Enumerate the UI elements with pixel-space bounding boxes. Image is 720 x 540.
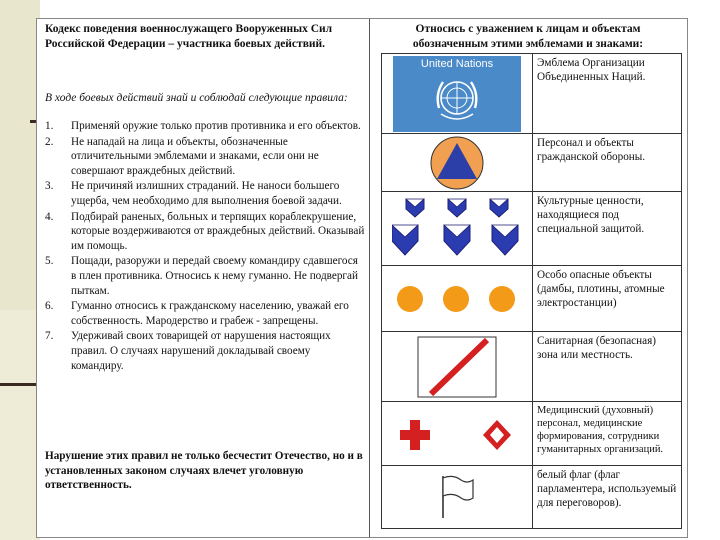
dangerous-forces-emblem-cell <box>382 266 532 331</box>
medical-emblem-cell <box>382 402 532 465</box>
rule-number: 4. <box>45 210 54 223</box>
emblems-column <box>370 19 687 537</box>
emblem-description: белый флаг (флаг парламентера, используемый для переговоров). <box>532 466 681 528</box>
document-sheet <box>36 18 688 538</box>
emblem-row-un <box>382 54 681 134</box>
white-flag-icon <box>437 474 477 520</box>
code-title: Кодекс поведения военнослужащего Вооруженных Сил Российской Федерации – участника боевых действий. <box>45 23 333 50</box>
three-orange-circles-icon <box>392 284 522 314</box>
white-flag-emblem-cell <box>382 466 532 528</box>
civil-defense-triangle-icon <box>425 135 489 191</box>
rules-list <box>45 119 365 374</box>
un-flag-icon <box>393 56 521 132</box>
rule-number: 1. <box>45 120 54 132</box>
rule-number: 5. <box>45 255 54 268</box>
emblem-description: Медицинский (духовный) персонал, медицинские формирования, сотрудники гуманитарных организаций. <box>532 402 681 465</box>
un-emblem-cell <box>382 54 532 133</box>
rule-text: Подбирай раненых, больных и терпящих кораблекрушение, которые воздерживаются от враждебных действий. Оказывай им помощь. <box>71 210 365 252</box>
emblem-row-civil-defense <box>382 134 681 192</box>
rule-text: Гуманно относись к гражданскому населению, уважай его собственность. Мародерство и грабеж - запрещены. <box>71 300 349 327</box>
rule-text: Удерживай своих товарищей от нарушения настоящих правил. О случаях нарушений докладывай своему командиру. <box>71 330 331 372</box>
rule-item <box>45 119 365 134</box>
rule-text: Не нападай на лица и объекты, обозначенные отличительными эмблемами и знаками, если они не совершают враждебных действий. <box>71 135 319 177</box>
red-cross-crescent-crystal-icon <box>397 414 517 454</box>
decorative-side-band-lower <box>0 310 40 540</box>
rule-number: 7. <box>45 330 54 343</box>
emblem-row-cultural <box>382 192 681 266</box>
emblem-row-medical <box>382 402 681 466</box>
code-conclusion: Нарушение этих правил не только бесчестит Отечество, но и в установленных законом случаях влечет уголовную ответственность. <box>45 450 363 492</box>
emblems-table <box>381 53 682 529</box>
rule-item <box>45 329 365 373</box>
emblems-header: Относись с уважением к лицам и объектам обозначенным этими эмблемами и знаками: <box>412 23 644 50</box>
code-subtitle: В ходе боевых действий знай и соблюдай следующие правила: <box>45 92 348 104</box>
red-diagonal-band-icon <box>417 336 497 398</box>
rule-item <box>45 254 365 298</box>
decorative-side-band <box>0 0 40 310</box>
rule-item <box>45 179 365 208</box>
rule-number: 2. <box>45 135 54 148</box>
decorative-rule <box>0 383 40 386</box>
emblem-description: Санитарная (безопасная) зона или местность. <box>532 332 681 401</box>
emblem-description: Культурные ценности, находящиеся под специальной защитой. <box>532 192 681 265</box>
emblem-row-white-flag <box>382 466 681 528</box>
rule-item <box>45 210 365 254</box>
emblem-description: Эмблема Организации Объединенных Наций. <box>532 54 681 133</box>
emblem-row-hazard <box>382 266 681 332</box>
emblem-description: Персонал и объекты гражданской обороны. <box>532 134 681 191</box>
emblem-description: Особо опасные объекты (дамбы, плотины, атомные электростанции) <box>532 266 681 331</box>
un-flag-label: United Nations <box>420 57 494 70</box>
rule-number: 3. <box>45 180 54 193</box>
code-of-conduct-column <box>37 19 370 537</box>
blue-shield-icon <box>392 197 522 261</box>
cultural-property-emblem-cell <box>382 192 532 265</box>
rule-text: Не причиняй излишних страданий. Не наноси большего ущерба, чем необходимо для выполнения боевой задачи. <box>71 180 342 207</box>
rule-text: Применяй оружие только против противника и его объектов. <box>71 120 361 132</box>
rule-item <box>45 299 365 328</box>
rule-number: 6. <box>45 300 54 313</box>
safety-zone-emblem-cell <box>382 332 532 401</box>
rule-item <box>45 135 365 179</box>
rule-text: Пощади, разоружи и передай своему командиру сдавшегося в плен противника. Относись к нему гуманно. Не подвергай пыткам. <box>71 255 358 297</box>
un-globe-icon <box>427 70 487 128</box>
civil-defense-emblem-cell <box>382 134 532 191</box>
emblem-row-safety-zone <box>382 332 681 402</box>
